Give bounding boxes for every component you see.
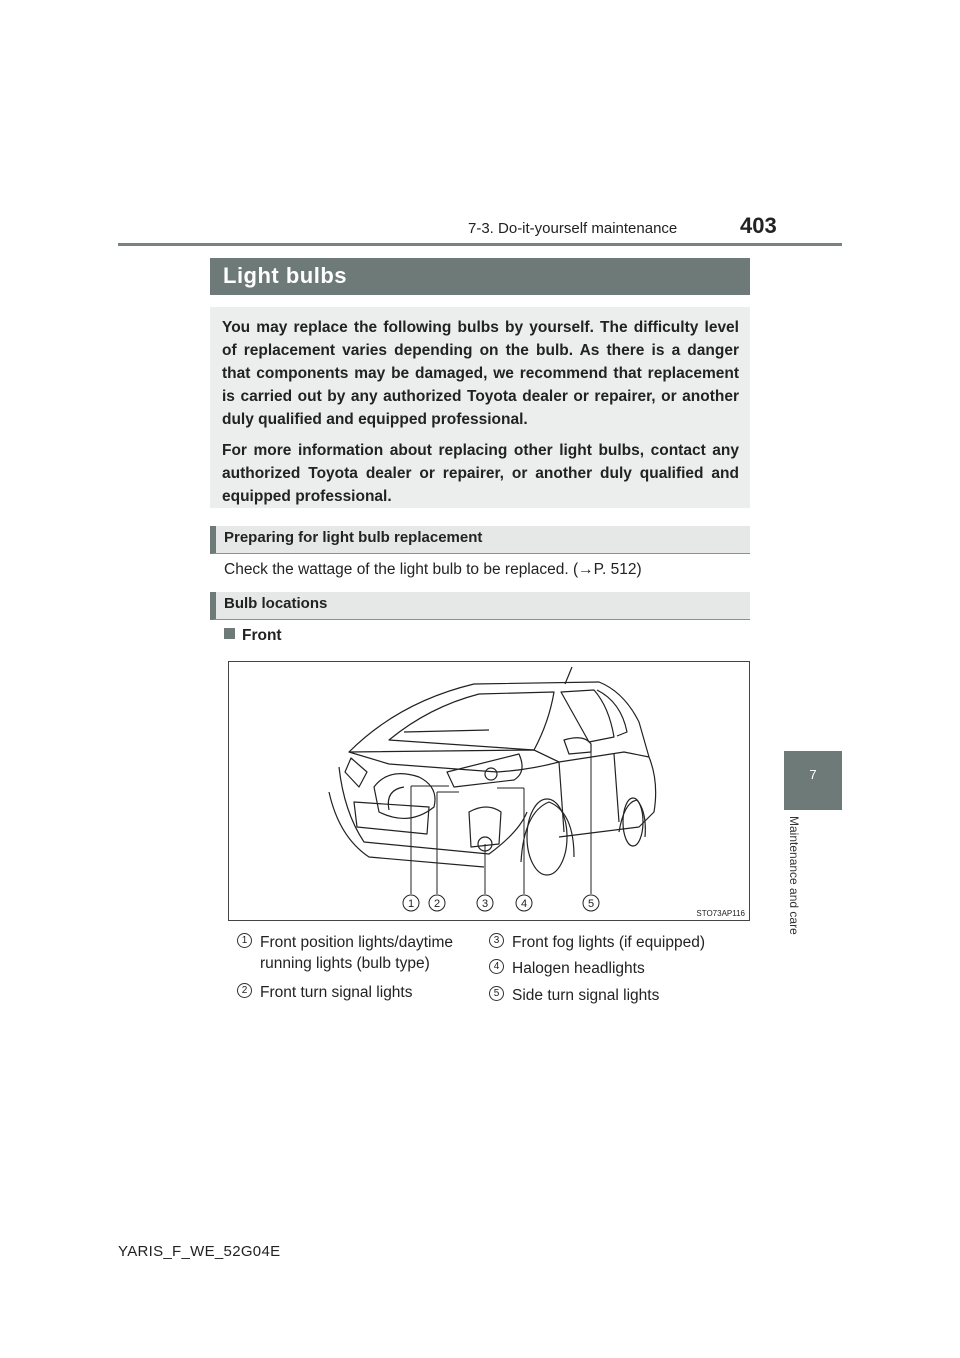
legend-item-4: Halogen headlights bbox=[512, 960, 645, 977]
intro-box bbox=[210, 307, 750, 508]
legend-number-1: 1 bbox=[237, 933, 252, 948]
legend-item-1: Front position lights/daytime running lights (bulb type) bbox=[260, 934, 453, 972]
page-title: Light bulbs bbox=[223, 263, 348, 288]
locations-heading-text: Bulb locations bbox=[224, 595, 328, 612]
square-bullet-icon bbox=[224, 628, 235, 639]
document-code: YARIS_F_WE_52G04E bbox=[118, 1243, 281, 1260]
preparing-text: Check the wattage of the light bulb to be replaced. (→P. 512) bbox=[224, 561, 642, 578]
chapter-label-text: Maintenance and care bbox=[787, 816, 801, 935]
preparing-heading-text: Preparing for light bulb replacement bbox=[224, 529, 483, 546]
callout-4: 4 bbox=[520, 898, 528, 910]
legend-item-2: Front turn signal lights bbox=[260, 984, 413, 1001]
chapter-label bbox=[787, 816, 803, 966]
front-subheading bbox=[224, 627, 282, 645]
intro-paragraph-2: For more information about replacing other light bulbs, contact any authorized Toyota dealer or repairer, or another duly qualified and equipped professional. bbox=[222, 442, 739, 505]
callout-2: 2 bbox=[433, 898, 441, 910]
front-label: Front bbox=[242, 627, 282, 644]
preparing-heading bbox=[210, 526, 750, 554]
header-divider bbox=[118, 243, 842, 246]
page-title-bar bbox=[210, 258, 750, 295]
legend-number-3: 3 bbox=[489, 933, 504, 948]
page-number: 403 bbox=[740, 213, 777, 238]
figure-code: STO73AP116 bbox=[696, 909, 745, 918]
legend-item-5: Side turn signal lights bbox=[512, 987, 660, 1004]
callout-1: 1 bbox=[407, 898, 415, 910]
intro-paragraph-1: You may replace the following bulbs by yourself. The difficulty level of replacement varies depending on the bulb. As there is a danger that components may be damaged, we recommend that replacement is carried out by any authorized Toyota dealer or repairer, or another duly qualified and equipped professional. bbox=[222, 319, 739, 428]
car-front-illustration bbox=[229, 662, 751, 922]
locations-heading bbox=[210, 592, 750, 620]
callout-3: 3 bbox=[481, 898, 489, 910]
front-bulb-figure bbox=[228, 661, 750, 921]
legend-number-2: 2 bbox=[237, 983, 252, 998]
legend-number-4: 4 bbox=[489, 959, 504, 974]
legend-item-3: Front fog lights (if equipped) bbox=[512, 934, 705, 951]
section-title: 7-3. Do-it-yourself maintenance bbox=[468, 220, 678, 237]
callout-5: 5 bbox=[587, 898, 595, 910]
chapter-tab[interactable]: 7 bbox=[784, 751, 842, 810]
legend-number-5: 5 bbox=[489, 986, 504, 1001]
